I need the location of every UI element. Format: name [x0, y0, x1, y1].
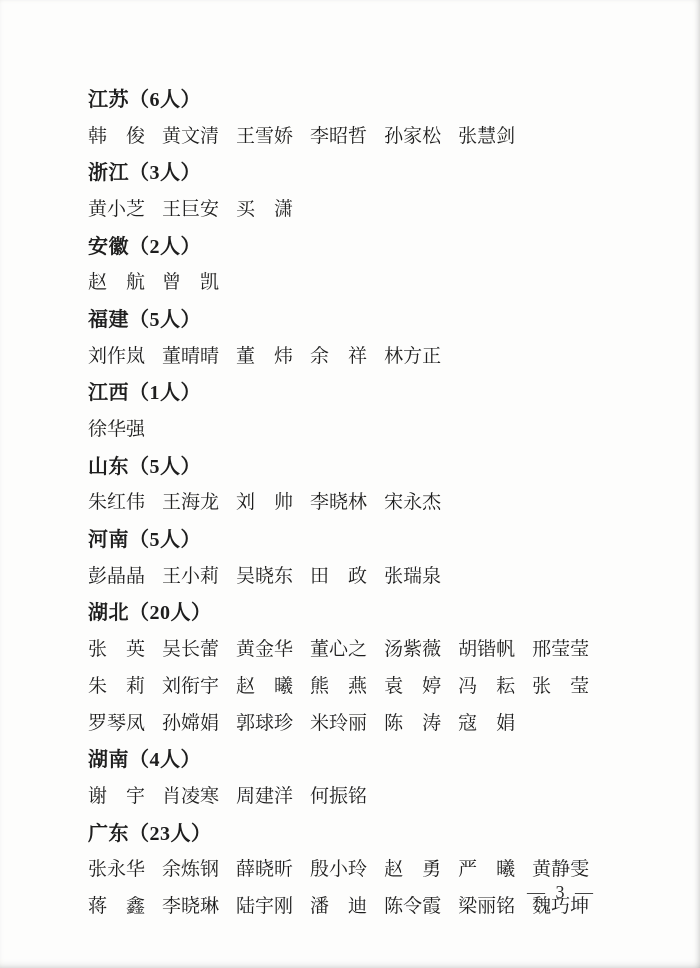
person-name: 李晓琳 — [162, 895, 220, 917]
person-name: 董心之 — [310, 639, 368, 661]
province-header: 山东（5人） — [88, 455, 201, 478]
person-name: 王巨安 — [162, 198, 220, 220]
person-name: 林方正 — [384, 345, 442, 367]
person-name: 朱 莉 — [88, 675, 146, 697]
province-header: 广东（23人） — [88, 822, 212, 845]
names-row — [88, 556, 640, 593]
person-name: 邢莹莹 — [532, 639, 590, 661]
names-row — [88, 262, 640, 299]
person-name: 袁 婷 — [384, 675, 442, 697]
person-name: 张瑞泉 — [384, 565, 442, 587]
person-name: 刘作岚 — [88, 345, 146, 367]
province-name-list — [88, 79, 640, 923]
person-name: 何振铭 — [310, 785, 368, 807]
person-name: 殷小玲 — [310, 859, 368, 881]
person-name: 李昭哲 — [310, 125, 368, 147]
person-name: 董 炜 — [236, 345, 294, 367]
person-name: 潘 迪 — [310, 895, 368, 917]
person-name: 魏巧坤 — [532, 895, 590, 917]
person-name: 赵 航 — [88, 272, 146, 294]
person-name: 冯 耘 — [458, 675, 516, 697]
person-name: 赵 勇 — [384, 859, 442, 881]
names-row — [88, 483, 640, 520]
person-name: 肖凌寒 — [162, 785, 220, 807]
names-row — [88, 189, 640, 226]
person-name: 吴晓东 — [236, 565, 294, 587]
person-name: 孙家松 — [384, 125, 442, 147]
person-name: 罗琴凤 — [88, 712, 146, 734]
person-name: 黄金华 — [236, 639, 294, 661]
person-name: 胡锴帆 — [458, 639, 516, 661]
person-name: 韩 俊 — [88, 125, 146, 147]
person-name: 买 潇 — [236, 198, 294, 220]
province-header: 河南（5人） — [88, 529, 201, 552]
person-name: 蒋 鑫 — [88, 895, 146, 917]
names-row — [88, 336, 640, 373]
person-name: 米玲丽 — [310, 712, 368, 734]
person-name: 薛晓昕 — [236, 859, 294, 881]
person-name: 刘 帅 — [236, 492, 294, 514]
person-name: 王海龙 — [162, 492, 220, 514]
person-name: 黄小芝 — [88, 198, 146, 220]
person-name: 张慧剑 — [458, 125, 516, 147]
person-name: 彭晶晶 — [88, 565, 146, 587]
names-row — [88, 409, 640, 446]
person-name: 陈令霞 — [384, 895, 442, 917]
names-row — [88, 776, 640, 813]
person-name: 曾 凯 — [162, 272, 220, 294]
person-name: 王雪娇 — [236, 125, 294, 147]
person-name: 张 英 — [88, 639, 146, 661]
person-name: 熊 燕 — [310, 675, 368, 697]
person-name: 李晓林 — [310, 492, 368, 514]
person-name: 余 祥 — [310, 345, 368, 367]
province-header: 湖北（20人） — [88, 602, 212, 625]
person-name: 徐华强 — [88, 419, 146, 441]
names-row — [88, 629, 640, 666]
person-name: 宋永杰 — [384, 492, 442, 514]
person-name: 梁丽铭 — [458, 895, 516, 917]
names-row — [88, 666, 640, 703]
province-header: 浙江（3人） — [88, 162, 201, 185]
person-name: 张 莹 — [532, 675, 590, 697]
province-header: 安徽（2人） — [88, 235, 201, 258]
person-name: 周建洋 — [236, 785, 294, 807]
person-name: 余炼钢 — [162, 859, 220, 881]
person-name: 寇 娟 — [458, 712, 516, 734]
person-name: 黄静雯 — [532, 859, 590, 881]
names-row — [88, 849, 640, 886]
person-name: 汤紫薇 — [384, 639, 442, 661]
person-name: 陈 涛 — [384, 712, 442, 734]
province-header: 江苏（6人） — [88, 88, 201, 111]
person-name: 陆宇刚 — [236, 895, 294, 917]
person-name: 刘衔宇 — [162, 675, 220, 697]
person-name: 田 政 — [310, 565, 368, 587]
person-name: 郭球珍 — [236, 712, 294, 734]
names-row — [88, 703, 640, 740]
person-name: 朱红伟 — [88, 492, 146, 514]
person-name: 严 曦 — [458, 859, 516, 881]
province-header: 江西（1人） — [88, 382, 201, 405]
person-name: 吴长蕾 — [162, 639, 220, 661]
person-name: 谢 宇 — [88, 785, 146, 807]
person-name: 王小莉 — [162, 565, 220, 587]
province-header: 福建（5人） — [88, 308, 201, 331]
names-row — [88, 116, 640, 153]
page-number: — 3 — — [527, 882, 596, 902]
person-name: 孙嫦娟 — [162, 712, 220, 734]
person-name: 张永华 — [88, 859, 146, 881]
person-name: 董晴晴 — [162, 345, 220, 367]
person-name: 赵 曦 — [236, 675, 294, 697]
person-name: 黄文清 — [162, 125, 220, 147]
province-header: 湖南（4人） — [88, 749, 201, 772]
